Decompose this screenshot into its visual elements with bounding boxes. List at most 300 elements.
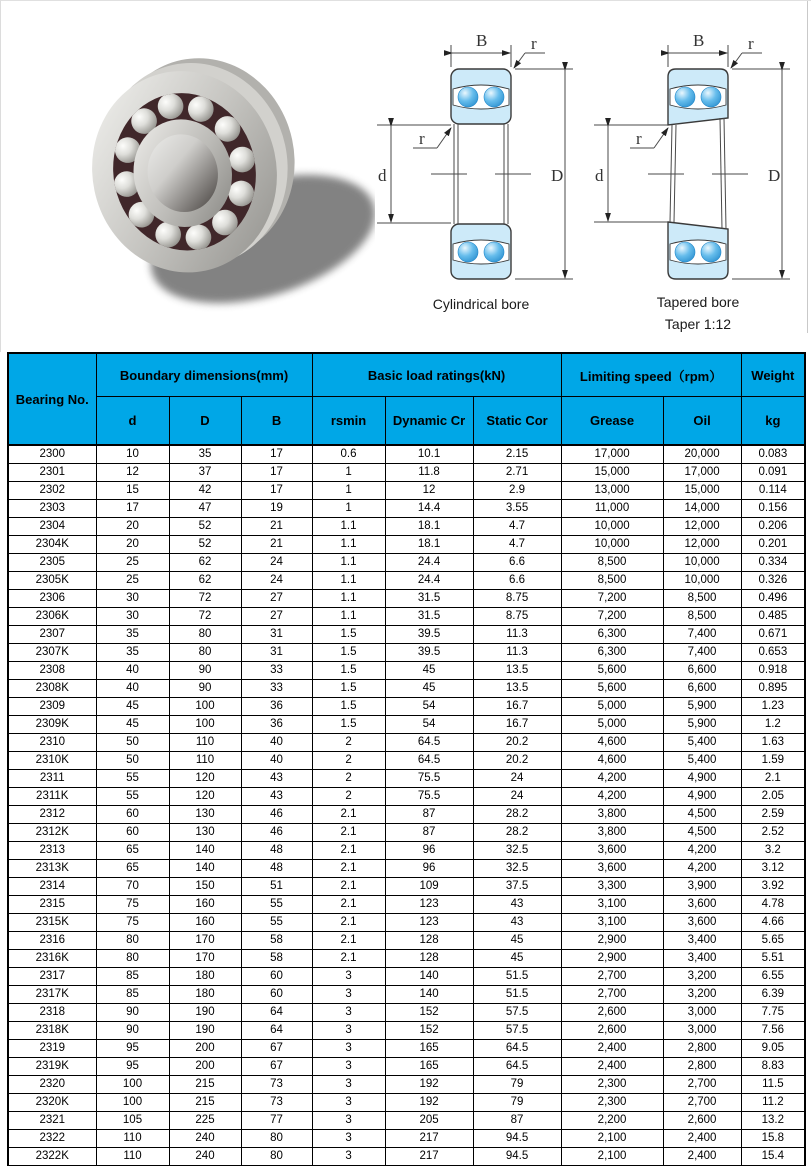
table-cell: 15,000 [663,482,741,500]
table-cell: 72 [169,608,241,626]
table-cell: 8,500 [663,590,741,608]
table-cell: 0.334 [741,554,805,572]
table-cell: 64.5 [385,734,473,752]
table-cell: 2.1 [312,842,385,860]
table-cell: 0.326 [741,572,805,590]
table-cell: 0.091 [741,464,805,482]
table-cell: 15.8 [741,1130,805,1148]
table-cell: 5,400 [663,752,741,770]
table-cell: 12,000 [663,518,741,536]
col-header-dynamic-cr: Dynamic Cr [385,397,473,446]
table-cell: 3,900 [663,878,741,896]
table-cell: 70 [96,878,169,896]
table-cell: 0.671 [741,626,805,644]
table-cell: 165 [385,1040,473,1058]
table-cell: 2.1 [741,770,805,788]
table-cell: 2,200 [561,1112,663,1130]
table-cell: 60 [241,986,312,1004]
table-cell: 67 [241,1058,312,1076]
dim-label-r-top: r [748,34,754,53]
table-cell: 80 [96,950,169,968]
table-cell: 10 [96,445,169,464]
table-cell: 21 [241,536,312,554]
col-header-oil: Oil [663,397,741,446]
table-cell: 3.92 [741,878,805,896]
table-cell: 62 [169,554,241,572]
table-cell: 2.1 [312,950,385,968]
table-cell: 140 [169,842,241,860]
table-row [8,932,805,950]
table-cell: 1.63 [741,734,805,752]
table-cell: 7,400 [663,626,741,644]
table-row [8,626,805,644]
table-cell: 4.7 [473,518,561,536]
table-cell: 95 [96,1058,169,1076]
table-cell: 20 [96,536,169,554]
table-cell: 2314 [8,878,96,896]
table-cell: 2,400 [663,1130,741,1148]
table-cell: 6,300 [561,626,663,644]
table-cell: 1.1 [312,536,385,554]
table-cell: 13.5 [473,662,561,680]
col-header-kg: kg [741,397,805,446]
table-cell: 2310 [8,734,96,752]
table-cell: 3,400 [663,950,741,968]
table-cell: 46 [241,824,312,842]
table-cell: 0.114 [741,482,805,500]
table-cell: 35 [96,644,169,662]
table-cell: 1.23 [741,698,805,716]
table-cell: 2322K [8,1148,96,1166]
table-cell: 2300 [8,445,96,464]
table-cell: 87 [385,806,473,824]
table-cell: 3 [312,1022,385,1040]
table-cell: 2,900 [561,932,663,950]
table-cell: 110 [169,734,241,752]
table-cell: 2.59 [741,806,805,824]
table-cell: 64.5 [473,1058,561,1076]
table-row [8,734,805,752]
table-cell: 2309K [8,716,96,734]
table-body [8,445,805,1166]
table-cell: 1.1 [312,572,385,590]
table-cell: 120 [169,770,241,788]
table-cell: 3 [312,968,385,986]
table-row [8,464,805,482]
image-edge-line [807,1,808,333]
table-cell: 2312K [8,824,96,842]
table-cell: 2,100 [561,1130,663,1148]
table-cell: 0.895 [741,680,805,698]
table-cell: 2.1 [312,878,385,896]
table-cell: 54 [385,698,473,716]
table-row [8,1076,805,1094]
table-cell: 47 [169,500,241,518]
col-header-static-cor: Static Cor [473,397,561,446]
table-cell: 6.39 [741,986,805,1004]
table-cell: 1.5 [312,626,385,644]
col-header-bearing-no: Bearing No. [8,353,96,445]
table-cell: 14,000 [663,500,741,518]
table-cell: 20,000 [663,445,741,464]
table-row [8,896,805,914]
table-row [8,806,805,824]
table-cell: 57.5 [473,1022,561,1040]
table-cell: 45 [385,680,473,698]
table-cell: 3,000 [663,1004,741,1022]
table-cell: 58 [241,932,312,950]
table-cell: 13.2 [741,1112,805,1130]
table-cell: 2307K [8,644,96,662]
table-cell: 77 [241,1112,312,1130]
table-cell: 24 [473,788,561,806]
table-cell: 43 [473,896,561,914]
table-cell: 17,000 [663,464,741,482]
table-row [8,1148,805,1166]
table-cell: 3 [312,1040,385,1058]
table-cell: 152 [385,1004,473,1022]
table-cell: 24 [241,572,312,590]
tapered-bore-caption: Tapered bore [656,294,740,310]
table-row [8,986,805,1004]
table-cell: 5,900 [663,698,741,716]
table-cell: 21 [241,518,312,536]
table-cell: 2,700 [561,986,663,1004]
table-cell: 2308 [8,662,96,680]
table-cell: 2307 [8,626,96,644]
table-cell: 96 [385,860,473,878]
table-cell: 64.5 [473,1040,561,1058]
table-cell: 1.2 [741,716,805,734]
table-cell: 192 [385,1076,473,1094]
table-row [8,860,805,878]
table-cell: 3,200 [663,968,741,986]
table-row [8,536,805,554]
table-cell: 27 [241,608,312,626]
table-cell: 217 [385,1148,473,1166]
table-cell: 12 [385,482,473,500]
table-cell: 46 [241,806,312,824]
table-cell: 31 [241,644,312,662]
table-cell: 20.2 [473,734,561,752]
table-cell: 100 [96,1094,169,1112]
table-row [8,1022,805,1040]
table-cell: 217 [385,1130,473,1148]
table-cell: 5,600 [561,662,663,680]
table-cell: 1 [312,464,385,482]
table-cell: 130 [169,824,241,842]
table-cell: 0.156 [741,500,805,518]
table-cell: 200 [169,1058,241,1076]
table-cell: 2303 [8,500,96,518]
table-row [8,662,805,680]
table-cell: 215 [169,1094,241,1112]
table-cell: 2305K [8,572,96,590]
table-cell: 105 [96,1112,169,1130]
table-row [8,842,805,860]
table-row [8,1112,805,1130]
table-cell: 200 [169,1040,241,1058]
table-cell: 2,600 [561,1004,663,1022]
table-cell: 60 [241,968,312,986]
table-cell: 35 [169,445,241,464]
table-cell: 28.2 [473,824,561,842]
table-cell: 72 [169,590,241,608]
table-cell: 55 [96,770,169,788]
table-cell: 2 [312,734,385,752]
table-cell: 5,900 [663,716,741,734]
table-cell: 3 [312,1130,385,1148]
table-cell: 2319 [8,1040,96,1058]
table-row [8,824,805,842]
table-cell: 11.3 [473,626,561,644]
table-row [8,1058,805,1076]
table-cell: 2322 [8,1130,96,1148]
table-cell: 0.6 [312,445,385,464]
table-row [8,1004,805,1022]
table-cell: 25 [96,572,169,590]
table-cell: 128 [385,932,473,950]
table-cell: 50 [96,752,169,770]
dim-label-B: B [693,31,705,50]
table-cell: 3,100 [561,896,663,914]
table-cell: 3,800 [561,824,663,842]
table-row [8,572,805,590]
table-cell: 40 [96,680,169,698]
table-row [8,590,805,608]
table-cell: 1.1 [312,608,385,626]
table-cell: 75 [96,914,169,932]
table-row [8,518,805,536]
table-cell: 2310K [8,752,96,770]
table-cell: 190 [169,1004,241,1022]
table-cell: 2,900 [561,950,663,968]
table-row [8,680,805,698]
table-cell: 85 [96,968,169,986]
table-cell: 1.1 [312,590,385,608]
table-cell: 32.5 [473,842,561,860]
table-row [8,554,805,572]
table-cell: 52 [169,536,241,554]
table-cell: 11.3 [473,644,561,662]
table-row [8,770,805,788]
table-cell: 3.2 [741,842,805,860]
table-cell: 51 [241,878,312,896]
table-cell: 4,900 [663,770,741,788]
table-cell: 2316K [8,950,96,968]
table-cell: 17 [241,464,312,482]
table-cell: 24 [241,554,312,572]
table-cell: 3 [312,1004,385,1022]
table-cell: 11,000 [561,500,663,518]
table-cell: 2,600 [561,1022,663,1040]
table-cell: 4,200 [663,842,741,860]
table-cell: 10,000 [663,554,741,572]
table-cell: 16.7 [473,716,561,734]
table-cell: 31.5 [385,608,473,626]
table-cell: 45 [96,698,169,716]
table-row [8,500,805,518]
table-cell: 35 [96,626,169,644]
table-cell: 170 [169,932,241,950]
table-cell: 52 [169,518,241,536]
table-row [8,950,805,968]
table-cell: 140 [169,860,241,878]
table-cell: 2.15 [473,445,561,464]
table-cell: 1.5 [312,716,385,734]
table-cell: 1.1 [312,518,385,536]
table-cell: 10,000 [663,572,741,590]
table-cell: 1 [312,500,385,518]
table-cell: 1.5 [312,662,385,680]
table-row [8,698,805,716]
table-cell: 2.9 [473,482,561,500]
table-cell: 2313K [8,860,96,878]
table-cell: 3 [312,986,385,1004]
table-cell: 0.485 [741,608,805,626]
table-cell: 39.5 [385,626,473,644]
top-illustrations [0,0,811,352]
table-cell: 67 [241,1040,312,1058]
table-cell: 65 [96,860,169,878]
table-cell: 110 [169,752,241,770]
table-cell: 96 [385,842,473,860]
table-cell: 10.1 [385,445,473,464]
table-cell: 75.5 [385,770,473,788]
dim-label-d: d [595,166,604,185]
table-row [8,644,805,662]
table-cell: 2318 [8,1004,96,1022]
table-cell: 25 [96,554,169,572]
table-cell: 180 [169,986,241,1004]
table-cell: 57.5 [473,1004,561,1022]
table-cell: 130 [169,806,241,824]
table-cell: 2.05 [741,788,805,806]
table-cell: 4,500 [663,806,741,824]
table-cell: 6.6 [473,572,561,590]
group-header-boundary-dimensions: Boundary dimensions(mm) [96,353,312,397]
table-cell: 36 [241,698,312,716]
table-cell: 16.7 [473,698,561,716]
table-cell: 4,200 [561,788,663,806]
table-cell: 2,700 [663,1094,741,1112]
table-cell: 94.5 [473,1130,561,1148]
table-cell: 6,600 [663,680,741,698]
table-cell: 2.1 [312,896,385,914]
table-cell: 3,300 [561,878,663,896]
table-row [8,1094,805,1112]
col-header-grease: Grease [561,397,663,446]
table-cell: 240 [169,1148,241,1166]
table-cell: 94.5 [473,1148,561,1166]
table-cell: 5,600 [561,680,663,698]
table-cell: 37 [169,464,241,482]
table-cell: 2.1 [312,806,385,824]
table-cell: 3,800 [561,806,663,824]
table-cell: 10,000 [561,536,663,554]
table-cell: 4,500 [663,824,741,842]
table-cell: 80 [169,644,241,662]
table-cell: 4,600 [561,752,663,770]
cylindrical-bore-diagram [375,21,590,351]
table-cell: 2304 [8,518,96,536]
table-cell: 5.51 [741,950,805,968]
table-cell: 2,700 [663,1076,741,1094]
group-header-load-ratings: Basic load ratings(kN) [312,353,561,397]
table-cell: 140 [385,968,473,986]
table-cell: 3,600 [561,860,663,878]
group-header-weight: Weight [741,353,805,397]
table-cell: 43 [473,914,561,932]
table-cell: 80 [169,626,241,644]
table-cell: 80 [241,1130,312,1148]
table-cell: 2,300 [561,1076,663,1094]
table-cell: 2318K [8,1022,96,1040]
table-cell: 87 [385,824,473,842]
table-cell: 3 [312,1112,385,1130]
table-cell: 65 [96,842,169,860]
table-cell: 2,400 [561,1058,663,1076]
table-row [8,445,805,464]
table-cell: 8,500 [663,608,741,626]
col-header-D: D [169,397,241,446]
table-cell: 215 [169,1076,241,1094]
table-cell: 240 [169,1130,241,1148]
table-cell: 36 [241,716,312,734]
table-cell: 4.7 [473,536,561,554]
dim-label-B: B [476,31,488,50]
table-cell: 55 [96,788,169,806]
table-cell: 190 [169,1022,241,1040]
table-cell: 3,000 [663,1022,741,1040]
table-cell: 2,800 [663,1040,741,1058]
table-cell: 2 [312,770,385,788]
table-cell: 60 [96,824,169,842]
group-header-limiting-speed: Limiting speed（rpm） [561,353,741,397]
table-cell: 64 [241,1022,312,1040]
table-cell: 3 [312,1094,385,1112]
table-cell: 1.5 [312,644,385,662]
table-cell: 2.1 [312,914,385,932]
table-cell: 60 [96,806,169,824]
table-cell: 2304K [8,536,96,554]
table-row [8,914,805,932]
table-cell: 100 [169,716,241,734]
table-cell: 87 [473,1112,561,1130]
table-cell: 0.496 [741,590,805,608]
table-cell: 2313 [8,842,96,860]
table-row [8,752,805,770]
table-cell: 2,600 [663,1112,741,1130]
table-cell: 7,400 [663,644,741,662]
table-cell: 11.8 [385,464,473,482]
table-cell: 6,600 [663,662,741,680]
table-cell: 48 [241,842,312,860]
tapered-bore-diagram [592,21,807,351]
table-cell: 43 [241,770,312,788]
table-cell: 3,600 [663,914,741,932]
col-header-B: B [241,397,312,446]
table-cell: 39.5 [385,644,473,662]
table-cell: 6,300 [561,644,663,662]
table-cell: 18.1 [385,536,473,554]
table-cell: 18.1 [385,518,473,536]
table-cell: 1.5 [312,698,385,716]
table-cell: 37.5 [473,878,561,896]
table-cell: 1.59 [741,752,805,770]
table-cell: 192 [385,1094,473,1112]
table-cell: 2312 [8,806,96,824]
